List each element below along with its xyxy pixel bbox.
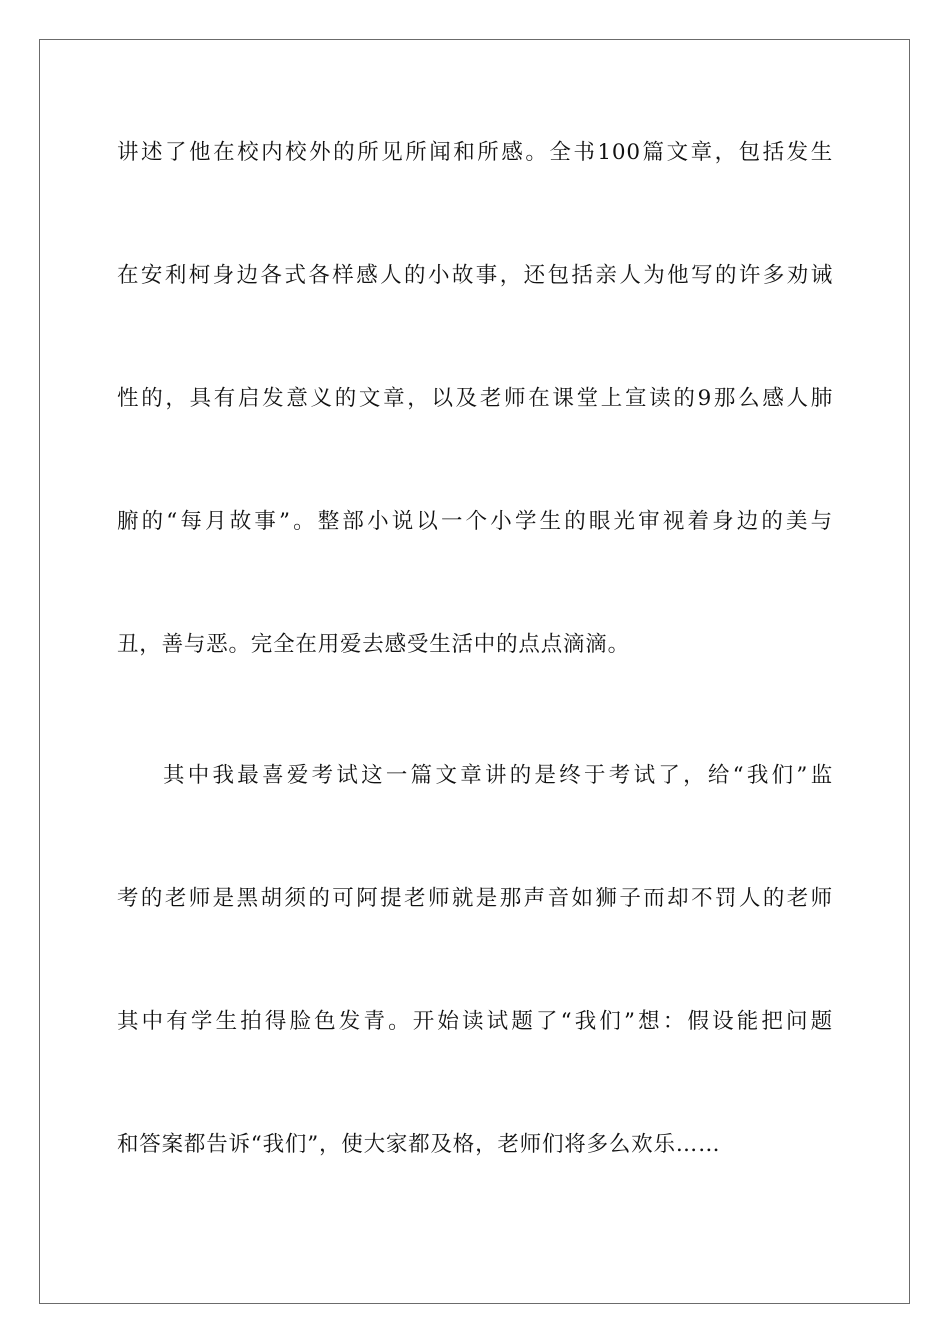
text-line: 考的老师是黑胡须的可阿提老师就是那声音如狮子而却不罚人的老师 bbox=[117, 886, 833, 911]
text-line: 性的，具有启发意义的文章，以及老师在课堂上宣读的9那么感人肺 bbox=[117, 386, 833, 411]
text-line: 在安利柯身边各式各样感人的小故事，还包括亲人为他写的许多劝诫 bbox=[117, 263, 833, 288]
text-line: 其中我最喜爱考试这一篇文章讲的是终于考试了，给“我们”监 bbox=[163, 763, 833, 788]
text-line: 腑的“每月故事”。整部小说以一个小学生的眼光审视着身边的美与 bbox=[117, 509, 833, 534]
text-line: 和答案都告诉“我们”，使大家都及格，老师们将多么欢乐…… bbox=[117, 1132, 721, 1157]
page-border bbox=[39, 39, 910, 1304]
text-line: 丑，善与恶。完全在用爱去感受生活中的点点滴滴。 bbox=[117, 632, 630, 657]
text-line: 讲述了他在校内校外的所见所闻和所感。全书100篇文章，包括发生 bbox=[117, 140, 833, 165]
text-line: 其中有学生拍得脸色发青。开始读试题了“我们”想：假设能把问题 bbox=[117, 1009, 833, 1034]
